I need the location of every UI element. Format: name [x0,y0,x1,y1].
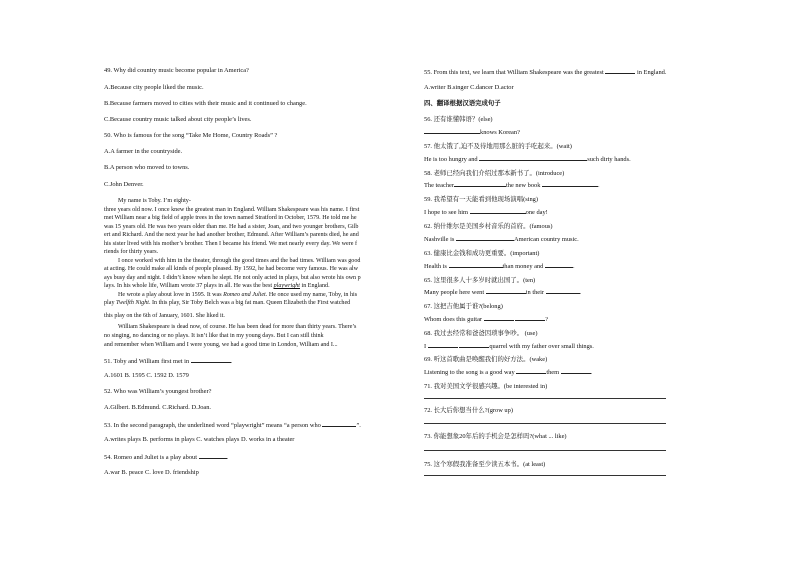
english-text: than money and [502,263,544,270]
answer-blank[interactable] [561,367,591,374]
item-59-answer [424,207,548,217]
answer-blank[interactable] [424,127,480,134]
answer-blank[interactable] [484,314,514,321]
english-text: quarrel with my father over small things. [489,343,594,350]
answer-blank[interactable] [546,287,580,294]
play-title: Twelfth Night [116,300,149,306]
item-57-prompt [424,143,572,151]
english-text: . [572,263,575,270]
question-text: 54. Romeo and Juliet is a play about [104,454,198,461]
item-number: 65. [424,277,432,284]
passage-line [118,291,357,299]
question-55-stem [424,67,666,77]
item-number: 57. [424,143,432,150]
passage-text: in England. [300,283,330,289]
question-54-stem: 54. Romeo and Juliet is a play about . [104,454,229,461]
answer-blank[interactable] [545,261,573,268]
english-text: them [546,369,560,376]
chinese-prompt: 健康比金钱和成功更重要。(important) [433,250,540,257]
answer-blank[interactable] [456,234,514,241]
item-number: 56. [424,116,432,123]
item-number: 69. [424,356,432,363]
chinese-prompt: 这个寒假我准备至少读五本书。(at least) [433,461,546,468]
answer-line[interactable] [424,475,666,476]
english-text: Many people here went [424,289,485,296]
item-72-prompt [424,407,513,415]
question-50-option-b: B.A person who moved to towns. [104,164,190,171]
passage-line: three years old now. I once knew the greatest man in England. William Shakespeare was his name. I first [104,207,360,213]
english-text: Whom does this guitar [424,316,483,323]
chinese-prompt: 我希望有一天能看到他现场演唱(sing) [433,196,538,203]
question-49-option-a: A.Because city people liked the music. [104,84,204,91]
item-67-prompt [424,303,503,311]
item-75-prompt [424,461,545,469]
question-text: 53. In the second paragraph, the underlined word “playwright” means “a person who [104,422,321,429]
question-50-stem: 50. Who is famous for the song “Take Me Home, Country Roads” ? [104,132,278,139]
passage-line: I once worked with him in the theater, through the good times and the bad times. William was good [118,258,361,264]
item-63-prompt [424,250,539,258]
chinese-prompt: 这里很多人十多岁时就出国了。(ten) [433,277,536,284]
answer-blank[interactable] [428,341,458,348]
passage-text: . In this play, Sir Toby Belch was a big fat man. Queen Elizabeth the First watched [148,300,351,306]
answer-blank[interactable] [515,314,545,321]
passage-line: was 15 years old. He was two years older than me. He had a sister, Joan, and two younger brothers, Gilb [104,224,359,230]
passage-line: riends for thirty years. [104,249,159,255]
item-number: 62. [424,223,432,230]
english-text: . [579,289,582,296]
underlined-word: playwright [273,283,300,289]
answer-line[interactable] [424,398,666,399]
english-text: I [424,343,427,350]
item-67-answer [424,314,548,324]
chinese-prompt: 我过去经常和爸爸因琐事争吵。 (use) [433,330,538,337]
item-68-answer [424,341,594,351]
passage-line: ert and Richard. And the next year he had another brother, Edmund. After William’s parents died, he and [104,232,359,238]
passage-text: play [104,300,115,306]
english-text: . [598,182,600,189]
item-69-answer [424,367,592,377]
english-text: The teacher [424,182,454,189]
answer-blank[interactable] [542,180,598,187]
english-text: in their [525,289,545,296]
chinese-prompt: 他太饿了,迫不及待地用那么脏的手吃起来。(wait) [433,143,572,150]
question-text: in England. [636,69,667,76]
english-text: the new book [505,182,541,189]
item-number: 68. [424,330,432,337]
english-text: Listening to the song is a good way [424,369,515,376]
passage-text: He wrote a play about love in 1595. It was [118,292,222,298]
question-52-options: A.Gilbert. B.Edmund. C.Richard. D.Joan. [104,404,212,411]
passage-line: My name is Toby. I’m eighty- [118,198,191,204]
answer-blank[interactable] [322,420,356,427]
passage-line: met William near a big field of apple trees in the town named Stratford in October, 1579. He told me he [104,215,357,221]
item-number: 73. [424,433,432,440]
english-text: He is too hungry and [424,156,478,163]
question-53-stem [104,420,361,430]
item-71-prompt [424,383,547,391]
question-49-option-b: B.Because farmers moved to cities with their music and it continued to change. [104,100,307,107]
english-text: knows Korean? [480,129,520,136]
item-56-answer [424,127,520,137]
answer-line[interactable] [424,423,666,424]
item-62-prompt [424,223,553,231]
passage-line: his sister lived with his mother’s brother. Then I became his friend. We met nearly every day. We were f [104,241,358,247]
english-text: American country music. [513,236,579,243]
answer-blank[interactable] [470,207,526,214]
answer-blank[interactable] [486,287,526,294]
question-53-options: A.writes plays B. performs in plays C. watches plays D. works in a theater [104,436,295,443]
english-text: one day! [525,209,548,216]
item-58-prompt [424,170,564,178]
question-50-option-c: C.John Denver. [104,181,144,188]
english-text: . [590,369,593,376]
chinese-prompt: 这把吉他属于谁?(belong) [433,303,503,310]
question-50-option-a: A.A farmer in the countryside. [104,148,183,155]
item-69-prompt [424,356,547,364]
item-number: 67. [424,303,432,310]
passage-line: ays busy day and night. I didn’t know when he slept. He not only acted in plays, but also wrote his own p [104,275,361,281]
passage-line [104,299,350,307]
question-52-stem: 52. Who was William’s youngest brother? [104,388,212,395]
question-49-stem: 49. Why did country music become popular in America? [104,67,249,74]
item-56-prompt [424,116,493,124]
passage-line: no singing, no dancing or no plays. It isn’t like that in my young days. But I can still think [104,333,324,339]
item-68-prompt [424,330,537,338]
english-text: I hope to see him [424,209,469,216]
item-number: 71. [424,383,432,390]
question-text: ”. [356,422,361,429]
item-number: 75. [424,461,432,468]
chinese-prompt: 听这首歌曲是唤醒我们的好方法。(wake) [433,356,548,363]
answer-blank[interactable] [449,261,503,268]
item-65-answer [424,287,581,297]
question-text: 51. Toby and William first met in [104,358,190,365]
answer-blank[interactable] [459,341,489,348]
answer-blank[interactable] [191,356,231,363]
passage-text: lays. In his whole life, William wrote 37 plays in all. He was the best [104,283,273,289]
question-55-options: A.writer B.singer C.dancer D.actor [424,84,514,91]
question-54-options: A.war B. peace C. love D. friendship [104,469,199,476]
answer-blank[interactable] [199,452,227,459]
chinese-prompt: 老师已经向我们介绍过那本新书了。(introduce) [433,170,565,177]
chinese-prompt: 长大后你想当什么?(grow up) [433,407,513,414]
answer-blank[interactable] [479,154,587,161]
passage-text: . He once used my name, Toby, in his [265,292,358,298]
answer-blank[interactable] [516,367,546,374]
chinese-prompt: 你能想象20年后的手机会是怎样吗?(what ... like) [433,433,567,440]
english-text: Nashville is [424,236,455,243]
passage-line [104,282,330,290]
question-text: 55. From this text, we learn that William Shakespeare was the greatest [424,69,604,76]
section-heading: 四、翻译根据汉语完成句子 [424,100,501,107]
passage-line: at acting. He could make all kinds of people pleased. By 1592, he had become very famous. He was alw [104,266,358,272]
english-text: such dirty hands. [587,156,631,163]
play-title: Romeo and Juliet [223,292,266,298]
passage-line: this play on the 6th of January, 1601. She liked it. [104,313,225,319]
answer-blank[interactable] [605,67,635,74]
chinese-prompt: 我对美国文学很感兴趣。(be interested in) [433,383,548,390]
question-49-option-c: C.Because country music talked about city people’s lives. [104,116,252,123]
chinese-prompt: 纳什维尔是美国乡村音乐的首府。(famous) [433,223,553,230]
item-73-prompt [424,433,567,441]
answer-line[interactable] [424,450,666,451]
passage-line: William Shakespeare is dead now, of course. He has been dead for more than thirty years. There’s [118,324,357,330]
item-number: 59. [424,196,432,203]
question-51-stem: 51. Toby and William first met in . [104,358,233,365]
item-number: 72. [424,407,432,414]
item-57-answer [424,154,631,164]
english-text: Health is [424,263,447,270]
item-65-prompt [424,277,535,285]
passage-line: and remember when William and I were young, we had a good time in London, William and I... [104,342,338,348]
english-text: ? [545,316,549,323]
item-59-prompt [424,196,538,204]
item-62-answer [424,234,579,244]
item-number: 58. [424,170,432,177]
item-58-answer [424,180,600,190]
item-number: 63. [424,250,432,257]
answer-blank[interactable] [454,180,506,187]
chinese-prompt: 还有谁懂韩语？(else) [433,116,493,123]
item-63-answer [424,261,575,271]
question-51-options: A.1601 B. 1595 C. 1592 D. 1579 [104,372,189,379]
